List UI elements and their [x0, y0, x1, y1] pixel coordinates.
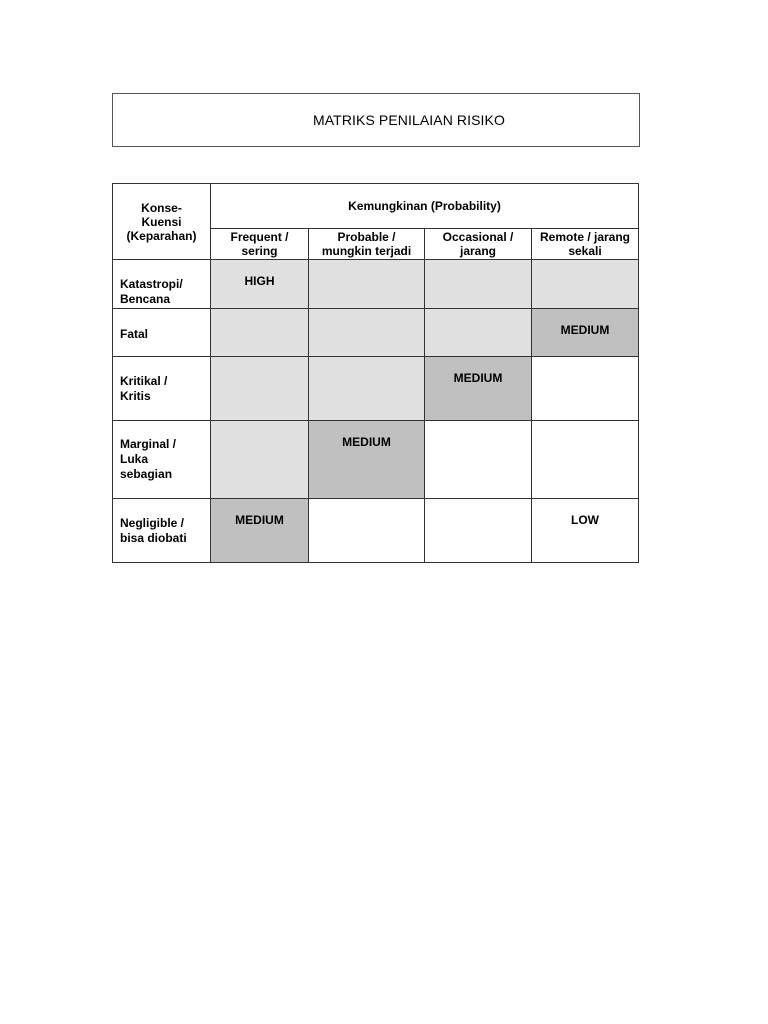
risk-cell [211, 309, 309, 357]
header-row-top [113, 184, 639, 229]
row-label-line: Bencana [120, 292, 171, 306]
risk-cell: MEDIUM [211, 499, 309, 563]
column-header-frequent [211, 229, 309, 260]
column-header-line: sering [241, 244, 278, 258]
consequence-header-line: Konse- [141, 200, 182, 215]
row-label [113, 260, 211, 309]
row-label [113, 499, 211, 563]
consequence-header-line: (Keparahan) [126, 228, 197, 243]
title-box [112, 93, 640, 147]
column-header-occasional [425, 229, 532, 260]
risk-cell: MEDIUM [425, 357, 532, 421]
matrix-row-marginal [113, 421, 639, 499]
risk-cell [425, 260, 532, 309]
risk-cell: MEDIUM [309, 421, 425, 499]
risk-cell [309, 357, 425, 421]
column-header-line: Frequent / [230, 230, 289, 244]
column-header-line: sekali [568, 244, 602, 258]
risk-cell [532, 260, 639, 309]
row-label-line: bisa diobati [120, 530, 187, 545]
risk-cell [425, 499, 532, 563]
risk-cell [532, 357, 639, 421]
risk-cell [211, 421, 309, 499]
consequence-header-line: Kuensi [141, 214, 182, 229]
column-header-line: Remote / jarang [539, 230, 631, 244]
row-label-line: Luka [120, 452, 149, 466]
risk-cell [425, 421, 532, 499]
document-title: MATRIKS PENILAIAN RISIKO [313, 112, 505, 128]
matrix-row-fatal [113, 309, 639, 357]
row-label [113, 357, 211, 421]
matrix-row-negligible [113, 499, 639, 563]
probability-header: Kemungkinan (Probability) [211, 184, 639, 229]
risk-matrix-table [112, 183, 639, 563]
column-header-line: Probable / [337, 230, 396, 244]
column-header-remote [532, 229, 639, 260]
row-label [113, 421, 211, 499]
matrix-row-katastropi [113, 260, 639, 309]
row-label-line: Fatal [120, 327, 149, 341]
risk-cell [425, 309, 532, 357]
row-label-line: Kritis [120, 388, 151, 403]
column-header-probable [309, 229, 425, 260]
risk-cell [532, 421, 639, 499]
column-header-line: Occasional / [442, 230, 514, 244]
matrix-row-kritikal [113, 357, 639, 421]
risk-cell [309, 260, 425, 309]
row-label-line: Marginal / [120, 437, 177, 451]
risk-cell: LOW [532, 499, 639, 563]
column-header-line: mungkin terjadi [321, 244, 412, 258]
row-label [113, 309, 211, 357]
row-label-line: sebagian [120, 467, 173, 481]
row-label-line: Negligible / [120, 515, 185, 530]
column-header-line: jarang [459, 244, 496, 258]
risk-cell [211, 357, 309, 421]
row-label-line: Katastropi/ [120, 277, 183, 291]
risk-cell: HIGH [211, 260, 309, 309]
row-label-line: Kritikal / [120, 373, 168, 388]
consequence-header [113, 184, 211, 260]
risk-cell [309, 499, 425, 563]
risk-cell [309, 309, 425, 357]
risk-cell: MEDIUM [532, 309, 639, 357]
